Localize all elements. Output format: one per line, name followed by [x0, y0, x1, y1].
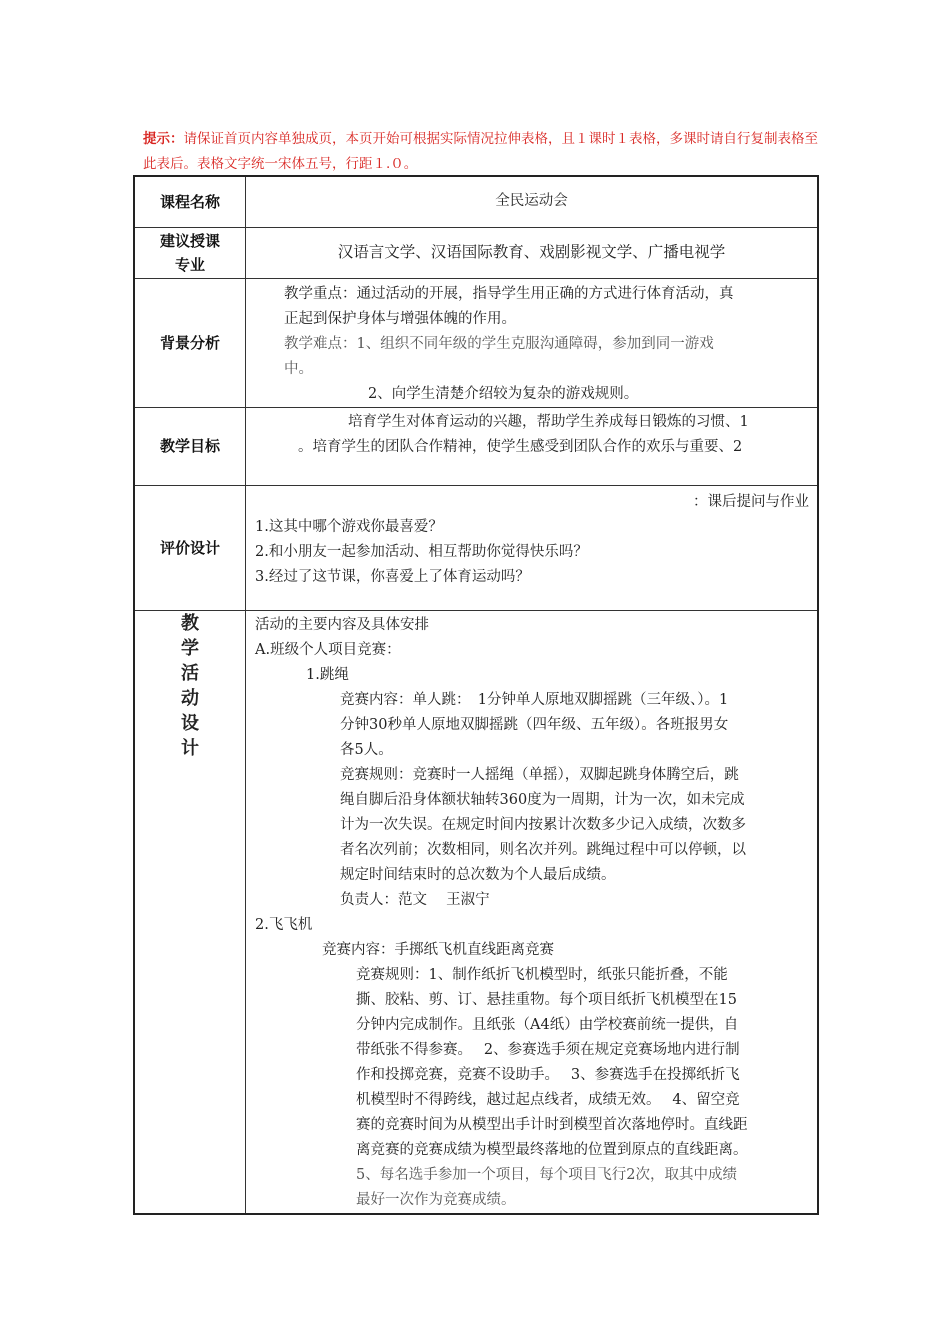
activity-label-char: 设	[181, 712, 199, 734]
item2-rules-line: 5、每名选手参加一个项目，每个项目飞行2次，取其中成绩	[356, 1166, 737, 1183]
item2-content: 竞赛内容：手掷纸飞机直线距离竞赛	[322, 941, 554, 958]
item2-rules-line: 撕、胶粘、剪、订、悬挂重物。每个项目纸折飞机模型在15	[356, 991, 737, 1008]
background-label: 背景分析	[134, 278, 246, 407]
row-activity	[134, 610, 818, 1214]
course-table	[133, 175, 819, 1215]
item2-rules-line: 作和投掷竞赛，竞赛不设助手。 3、参赛选手在投掷纸折飞	[356, 1066, 740, 1083]
course-name-label: 课程名称	[134, 176, 246, 227]
item2-rules-line: 竞赛规则：1、制作纸折飞机模型时，纸张只能折叠，不能	[356, 966, 728, 983]
activity-label-char: 活	[181, 662, 199, 684]
item1-content-line: 各5人。	[340, 741, 393, 758]
evaluation-question: 3.经过了这节课，你喜爱上了体育运动吗？	[255, 568, 530, 585]
activity-label-char: 动	[181, 687, 199, 709]
row-course-name	[134, 176, 818, 227]
background-content	[246, 278, 819, 407]
item1-content-line: 分钟30秒单人原地双脚摇跳（四年级、五年级）。各班报男女	[340, 716, 729, 733]
item2-rules-line: 最好一次作为竞赛成绩。	[356, 1191, 516, 1208]
item2-rules-line: 带纸张不得参赛。 2、参赛选手须在规定竞赛场地内进行制	[356, 1041, 740, 1058]
evaluation-header: ：课后提问与作业	[693, 493, 809, 510]
background-line: 正起到保护身体与增强体魄的作用。	[284, 310, 516, 327]
evaluation-content	[246, 485, 819, 610]
evaluation-label: 评价设计	[134, 485, 246, 610]
item1-rules-line: 竞赛规则：竞赛时一人摇绳（单摇），双脚起跳身体腾空后，跳	[340, 766, 739, 783]
evaluation-question: 1.这其中哪个游戏你最喜爱？	[255, 518, 443, 535]
item1-content-line: 竞赛内容：单人跳： 1分钟单人原地双脚摇跳（三年级、）。1	[340, 691, 729, 708]
background-line: 中。	[284, 360, 313, 377]
background-line: 教学难点：1、组织不同年级的学生克服沟通障碍，参加到同一游戏	[284, 335, 714, 352]
item1-rules-line: 绳自脚后沿身体额状轴转360度为一周期，计为一次，如未完成	[340, 791, 745, 808]
item2-rules-line: 赛的竞赛时间为从模型出手计时到模型首次落地停时。直线距	[356, 1116, 748, 1133]
item1-rules-line: 规定时间结束时的总次数为个人最后成绩。	[340, 866, 616, 883]
notice-text: 请保证首页内容单独成页，本页开始可根据实际情况拉伸表格，且１课时１表格，多课时请自行复制表格至此表后。表格文字统一宋体五号，行距１.０。	[143, 131, 818, 172]
activity-label-char: 教	[181, 612, 199, 634]
majors-label-line1: 建议授课	[159, 231, 220, 250]
background-line: 教学重点：通过活动的开展，指导学生用正确的方式进行体育活动，真	[284, 285, 734, 302]
majors-label-line2: 专业	[174, 255, 205, 274]
row-majors	[134, 227, 818, 278]
objectives-label: 教学目标	[134, 407, 246, 485]
objectives-line: 培育学生对体育运动的兴趣，帮助学生养成每日锻炼的习惯、1	[348, 413, 749, 430]
notice	[143, 127, 823, 177]
majors-value: 汉语言文学、汉语国际教育、戏剧影视文学、广播电视学	[246, 227, 819, 278]
row-background	[134, 278, 818, 407]
course-name-value: 全民运动会	[246, 176, 819, 227]
item2-rules-line: 离竞赛的竞赛成绩为模型最终落地的位置到原点的直线距离。	[356, 1141, 748, 1158]
majors-label	[134, 227, 246, 278]
item2-title: 2.飞飞机	[255, 916, 313, 933]
activity-content	[246, 610, 819, 1214]
item1-title: 1.跳绳	[306, 666, 349, 683]
item2-rules-line: 分钟内完成制作。且纸张（A4纸）由学校赛前统一提供，自	[356, 1016, 739, 1033]
activity-label-char: 计	[181, 737, 199, 759]
activity-intro: 活动的主要内容及具体安排	[255, 616, 429, 633]
objectives-content	[246, 407, 819, 485]
objectives-line: 。培育学生的团队合作精神，使学生感受到团队合作的欢乐与重要、2	[298, 438, 743, 455]
row-evaluation	[134, 485, 818, 610]
item2-rules-line: 机模型时不得跨线，越过起点线者，成绩无效。 4、留空竞	[356, 1091, 740, 1108]
evaluation-question: 2.和小朋友一起参加活动、相互帮助你觉得快乐吗？	[255, 543, 588, 560]
activity-label-char: 学	[181, 637, 199, 659]
item1-owner: 负责人：范文 王淑宁	[340, 891, 490, 908]
notice-prefix: 提示：	[143, 131, 184, 147]
background-line: 2、向学生清楚介绍较为复杂的游戏规则。	[368, 385, 639, 402]
activity-label	[134, 610, 246, 1214]
activity-section-a: A.班级个人项目竞赛：	[255, 641, 401, 658]
row-objectives	[134, 407, 818, 485]
item1-rules-line: 计为一次失误。在规定时间内按累计次数多少记入成绩，次数多	[340, 816, 746, 833]
item1-rules-line: 者名次列前；次数相同，则名次并列。跳绳过程中可以停顿，以	[340, 841, 746, 858]
